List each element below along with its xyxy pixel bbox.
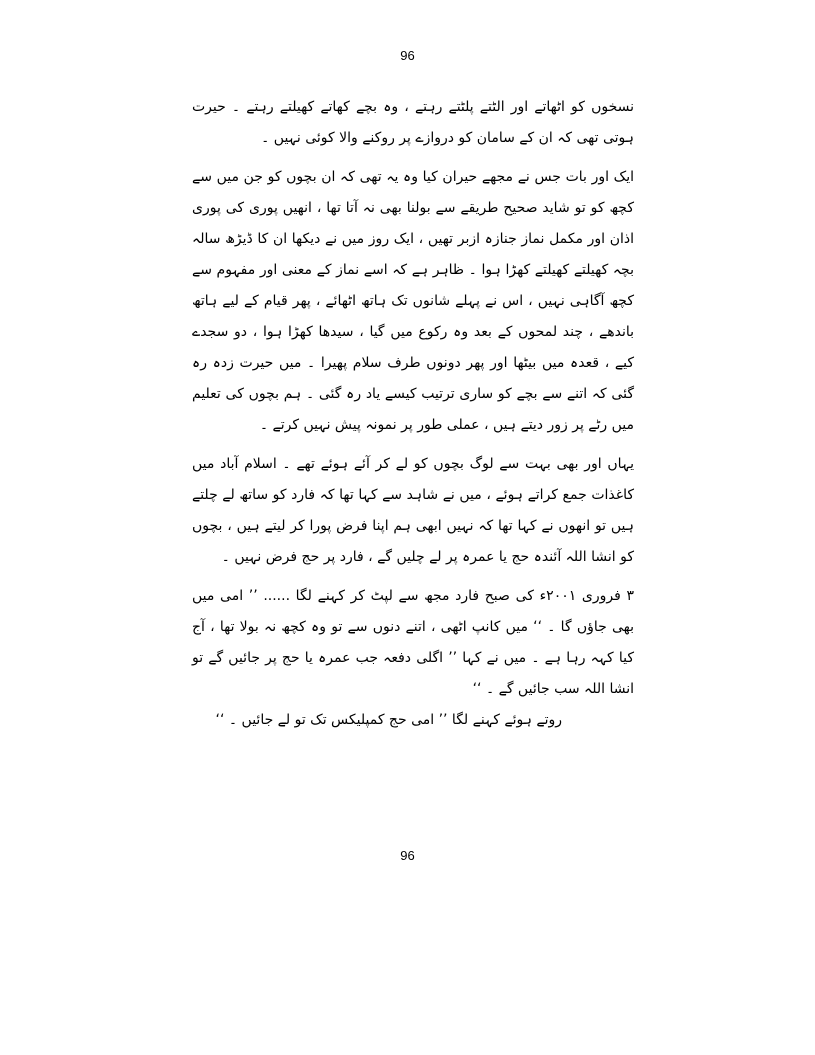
paragraph-3: یہاں اور بھی بہت سے لوگ بچوں کو لے کر آئے ہوئے تھے ۔ اسلام آباد میں کاغذات جمع کراتے ہوئے ، میں نے شاہد سے کہا تھا کہ فارد کو ساتھ لے چلتے ہیں تو انھوں نے کہا تھا کہ نہیں ابھی ہم اپنا فرض پورا کر لیتے ہیں ، بچوں کو انشا اللہ آئندہ حج یا عمرہ پر لے چلیں گے ، فارد پر حج فرض نہیں ۔ <box>192 456 634 565</box>
page-number-bottom: 96 <box>400 848 415 863</box>
paragraph-4: ۳ فروری ۲۰۰۱ء کی صبح فارد مجھ سے لپٹ کر کہنے لگا ...... ’’ امی میں بھی جاؤں گا ۔ ‘‘ میں کانپ اٹھی ، اتنے دنوں سے تو وہ کچھ نہ بولا تھا ، آج کیا کہہ رہا ہے ۔ میں نے کہا ’’ اگلی دفعہ جب عمرہ یا حج پر جائیں گے تو انشا اللہ سب جائیں گے ۔ ‘‘ <box>192 588 635 697</box>
page-number-top: 96 <box>400 48 415 63</box>
paragraph-5: روتے ہوئے کہنے لگا ’’ امی حج کمپلیکس تک تو لے جائیں ۔ ‘‘ <box>215 712 562 728</box>
document-body <box>192 92 634 736</box>
paragraph-1: نسخوں کو اٹھاتے اور الٹتے پلٹتے رہتے ، وہ بچے کھاتے کھیلتے رہتے ۔ حیرت ہوتی تھی کہ ان کے سامان کو دروازے پر روکنے والا کوئی نہیں ۔ <box>192 99 634 146</box>
paragraph-2: ایک اور بات جس نے مجھے حیران کیا وہ یہ تھی کہ ان بچوں کو جن میں سے کچھ کو تو شاید صحیح طریقے سے بولنا بھی نہ آتا تھا ، انھیں پوری کی پوری اذان اور مکمل نماز جنازہ ازبر تھیں ، ایک روز میں نے دیکھا ان کا ڈیڑھ سالہ بچہ کھیلتے کھیلتے کھڑا ہوا ۔ ظاہر ہے کہ اسے نماز کے معنی اور مفہوم سے کچھ آگاہی نہیں ، اس نے پہلے شانوں تک ہاتھ اٹھائے ، پھر قیام کے لیے ہاتھ باندھے ، چند لمحوں کے بعد وہ رکوع میں گیا ، سیدھا کھڑا ہوا ، دو سجدے کیے ، قعدہ میں بیٹھا اور پھر دونوں طرف سلام پھیرا ۔ میں حیرت زدہ رہ گئی کہ اتنے سے بچے کو ساری ترتیب کیسے یاد رہ گئی ۔ ہم بچوں کی تعلیم میں رٹے پر زور دیتے ہیں ، عملی طور پر نمونہ پیش نہیں کرتے ۔ <box>192 169 634 433</box>
